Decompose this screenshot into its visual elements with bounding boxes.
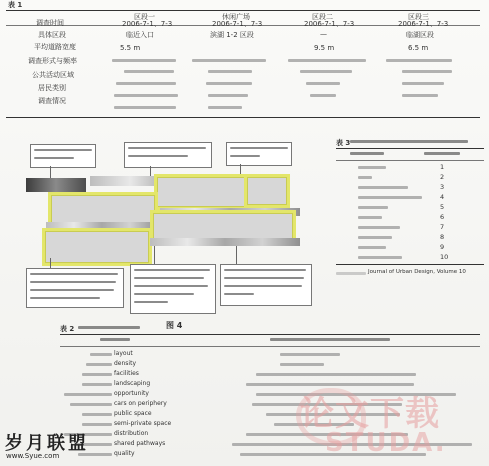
callout-box (26, 268, 124, 308)
table-1-cell: 2006-7-1、7-3 (398, 20, 449, 28)
table-1-cell: 6.5 m (408, 44, 429, 52)
table-2-term: cars on periphery (114, 400, 167, 407)
table-3-caption: 表 3 (336, 139, 351, 147)
table-1-cell: — (320, 30, 327, 38)
table-3-rank: 4 (440, 193, 445, 201)
table-3-rank: 7 (440, 223, 445, 231)
table-1-row-label: 调查时间 (36, 19, 64, 27)
watermark-right: 论文下载 (300, 394, 440, 434)
watermark-right-sub: STUDA. (325, 428, 447, 458)
table-3-rank: 5 (440, 203, 445, 211)
callout-box (226, 142, 292, 166)
watermark-left: 岁月联盟 (5, 433, 89, 454)
table-3-source: Journal of Urban Design, Volume 10 (368, 269, 466, 275)
table-1-row-label: 调查情况 (38, 97, 66, 105)
figure-4-caption: 图 4 (166, 321, 183, 330)
table-3-rank: 1 (440, 163, 445, 171)
table-1-cell: 2006-7-1、7-3 (122, 20, 173, 28)
table-2-term: density (114, 360, 136, 367)
table-2-term: semi-private space (114, 420, 172, 427)
table-2-term: shared pathways (114, 440, 166, 447)
callout-box (124, 142, 212, 168)
table-3-rank: 3 (440, 183, 445, 191)
table-2-term: public space (114, 410, 152, 417)
table-3-rank: 9 (440, 243, 445, 251)
table-1-cell: 2006-7-1、7-3 (304, 20, 355, 28)
table-1-column-header: 休闲广场 (222, 13, 250, 21)
table-2-caption: 表 2 (60, 325, 75, 333)
table-1 (8, 0, 484, 118)
table-2-term: landscaping (114, 380, 151, 387)
highlight-frame (244, 174, 290, 208)
table-1-row-label: 居民类别 (38, 84, 66, 92)
table-2-term: layout (114, 350, 133, 357)
callout-box (30, 144, 96, 168)
watermark-left-url: www.Syue.com (6, 452, 60, 460)
table-3-rank: 8 (440, 233, 445, 241)
table-1-row-label: 具体区段 (38, 31, 66, 39)
table-1-row-label: 平均道路宽度 (34, 43, 76, 51)
table-2-term: distribution (114, 430, 149, 437)
table-1-column-header: 区段二 (312, 13, 333, 21)
table-2-term: facilities (114, 370, 139, 377)
table-1-cell: 9.5 m (314, 44, 335, 52)
highlight-frame (42, 228, 152, 266)
callout-box (130, 264, 216, 314)
table-1-column-header: 区段一 (134, 13, 155, 21)
callout-box (220, 264, 312, 306)
table-1-row-label: 公共活动区域 (32, 71, 74, 79)
table-3-rank: 10 (440, 253, 449, 261)
table-1-caption: 表 1 (8, 1, 23, 9)
table-1-column-header: 区段三 (408, 13, 429, 21)
table-3 (336, 132, 484, 302)
table-1-cell: 临近入口 (126, 31, 154, 39)
table-2-term: opportunity (114, 390, 149, 397)
table-1-cell: 5.5 m (120, 44, 141, 52)
table-3-rank: 2 (440, 173, 445, 181)
table-1-cell: 2006-7-1、7-3 (212, 20, 263, 28)
table-3-rank: 6 (440, 213, 445, 221)
table-2-term: quality (114, 450, 135, 457)
table-1-cell: 滨湖 1-2 区段 (210, 31, 254, 39)
table-1-row-label: 调查形式与频率 (28, 57, 77, 65)
table-1-cell: 临湖区段 (406, 31, 434, 39)
